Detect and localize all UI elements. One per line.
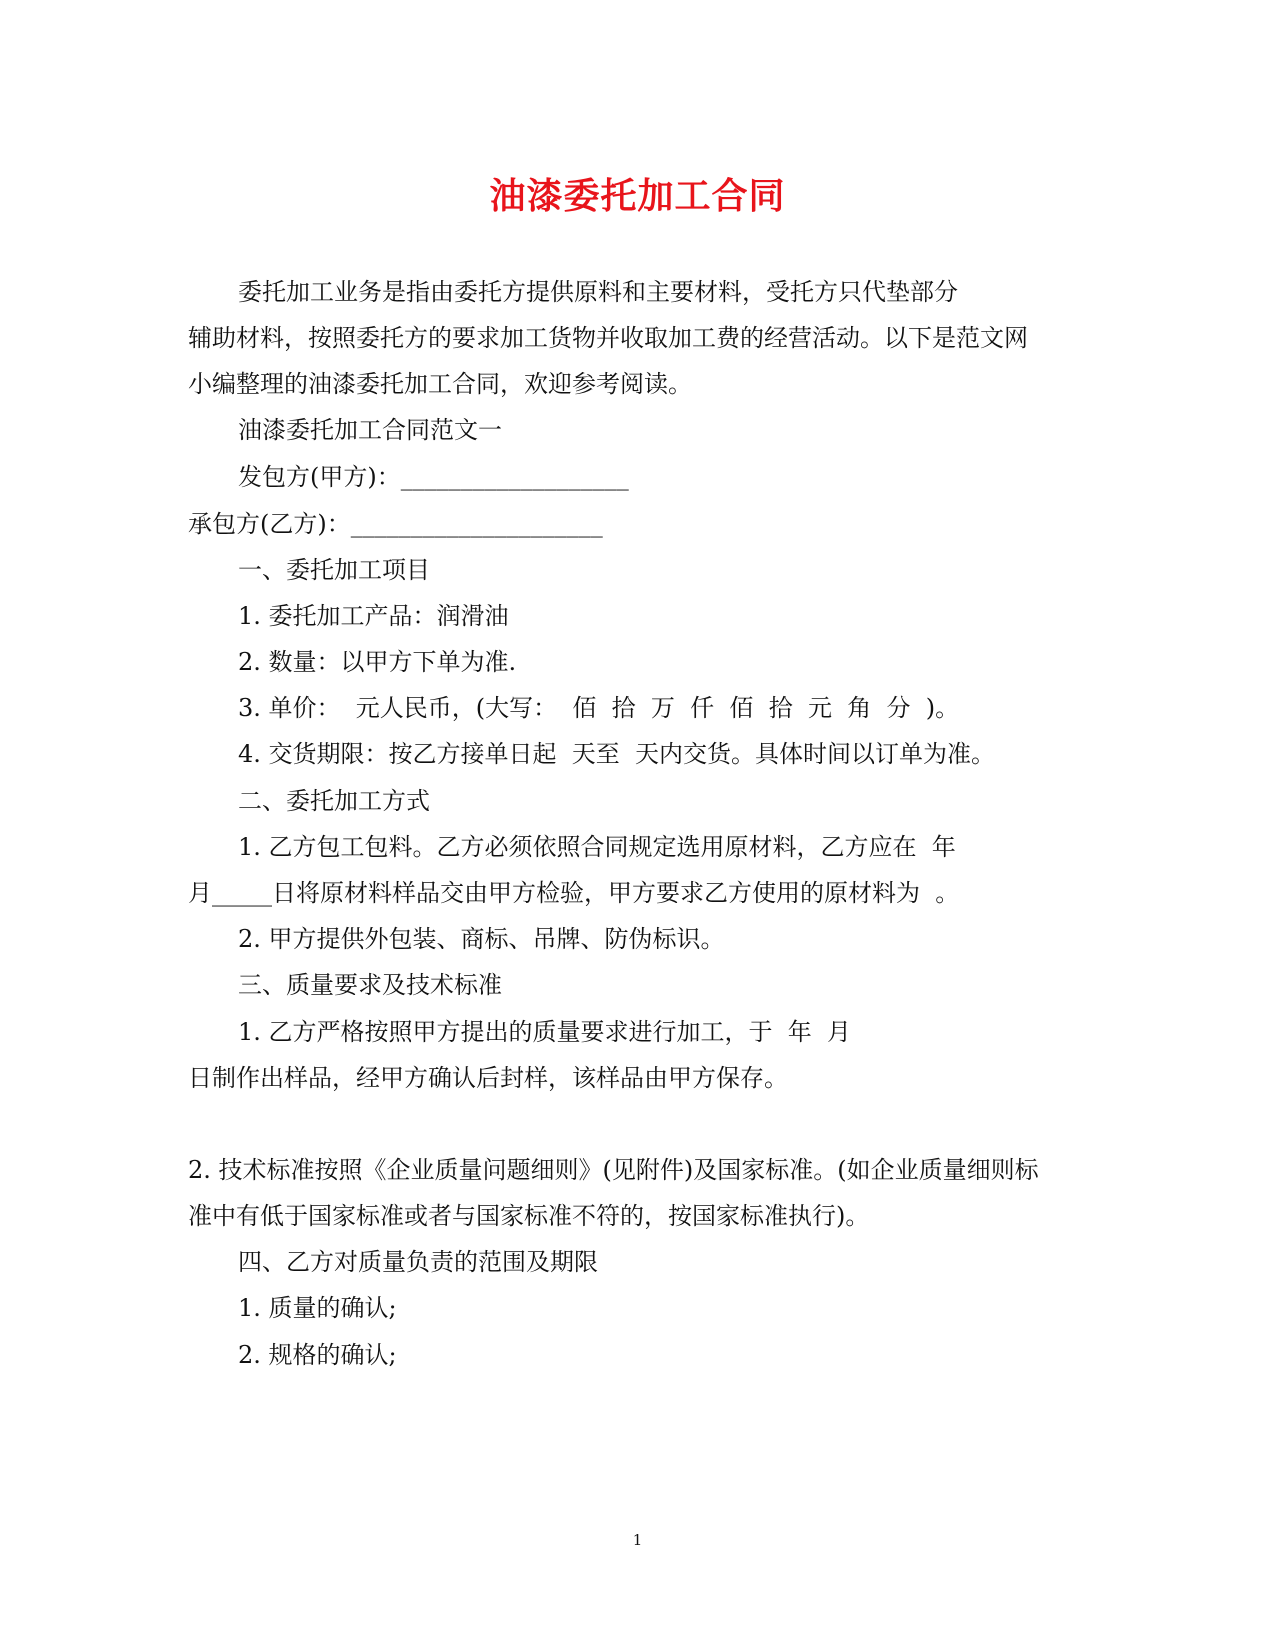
clause-line: 1. 乙方包工包料。乙方必须依照合同规定选用原材料，乙方应在 年 [238,833,956,861]
sample-heading: 油漆委托加工合同范文一 [238,416,502,444]
clause-line: 1. 乙方严格按照甲方提出的质量要求进行加工，于 年 月 [238,1018,852,1046]
page-number: 1 [632,1531,643,1549]
clause-line: 2. 技术标准按照《企业质量问题细则》(见附件)及国家标准。(如企业质量细则标 [188,1156,1039,1184]
clause-line-continued: 准中有低于国家标准或者与国家标准不符的，按国家标准执行)。 [188,1202,870,1230]
clause-line: 1. 委托加工产品：润滑油 [238,602,509,630]
clause-line: 3. 单价： 元人民币，(大写： 佰 拾 万 仟 佰 拾 元 角 分 )。 [238,694,960,722]
intro-line-2: 辅助材料，按照委托方的要求加工货物并收取加工费的经营活动。以下是范文网 [188,324,1028,352]
section-heading-4: 四、乙方对质量负责的范围及期限 [238,1248,598,1276]
section-heading-1: 一、委托加工项目 [238,556,430,584]
clause-line-continued: 月_____日将原材料样品交由甲方检验，甲方要求乙方使用的原材料为 。 [188,879,960,907]
clause-line: 2. 数量：以甲方下单为准. [238,648,517,676]
intro-line-1: 委托加工业务是指由委托方提供原料和主要材料，受托方只代垫部分 [238,278,958,306]
clause-line: 2. 甲方提供外包装、商标、吊牌、防伪标识。 [238,925,725,953]
clause-line: 1. 质量的确认; [238,1294,397,1322]
party-a-line: 发包方(甲方)：___________________ [238,463,629,491]
document-title: 油漆委托加工合同 [489,175,786,217]
section-heading-2: 二、委托加工方式 [238,787,430,815]
clause-line-continued: 日制作出样品，经甲方确认后封样，该样品由甲方保存。 [188,1064,788,1092]
section-heading-3: 三、质量要求及技术标准 [238,971,502,999]
clause-line: 4. 交货期限：按乙方接单日起 天至 天内交货。具体时间以订单为准。 [238,740,996,768]
clause-line: 2. 规格的确认; [238,1341,397,1369]
party-b-line: 承包方(乙方)：_____________________ [188,510,603,538]
intro-line-3: 小编整理的油漆委托加工合同，欢迎参考阅读。 [188,370,692,398]
